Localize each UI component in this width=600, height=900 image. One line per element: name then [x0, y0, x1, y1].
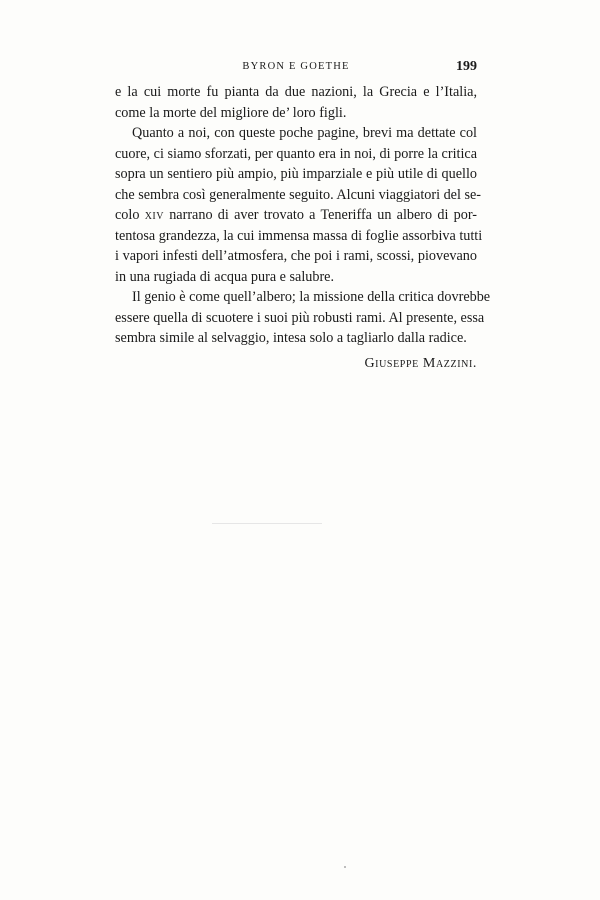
- century-numeral: xiv: [144, 207, 164, 223]
- text-fragment: narrano di aver trovato a Teneriffa un albero di por-: [163, 207, 477, 223]
- page-number: 199: [456, 59, 477, 74]
- running-title: BYRON E GOETHE: [242, 61, 350, 72]
- body-text: [115, 82, 491, 375]
- text-fragment: colo: [115, 207, 145, 223]
- text-line: in una rugiada di acqua pura e salubre.: [115, 268, 335, 285]
- text-line: e la cui morte fu pianta da due nazioni, la Grecia e l’Italia,: [115, 84, 477, 100]
- text-line: [115, 205, 477, 226]
- text-line: che sembra così generalmente seguito. Alcuni viaggiatori del se-: [115, 186, 481, 203]
- text-line: come la morte del migliore de’ loro figli.: [115, 104, 347, 121]
- text-line: Quanto a noi, con queste poche pagine, brevi ma dettate col: [132, 125, 477, 141]
- text-line: essere quella di scuotere i suoi più robusti rami. Al presente, essa: [115, 309, 485, 326]
- text-line: i vapori infesti dell’atmosfera, che poi i rami, scossi, piovevano: [115, 248, 477, 264]
- scan-speck: [344, 866, 346, 868]
- text-line: Il genio è come quell’albero; la missione della critica dovrebbe: [132, 289, 491, 305]
- author-signature: Giuseppe Mazzini.: [364, 355, 477, 371]
- text-line: cuore, ci siamo sforzati, per quanto era in noi, di porre la critica: [115, 145, 477, 162]
- text-line: sopra un sentiero più ampio, più imparziale e più utile di quello: [115, 166, 477, 182]
- text-line: sembra simile al selvaggio, intesa solo a tagliarlo dalla radice.: [115, 330, 467, 346]
- text-line: tentosa grandezza, la cui immensa massa di foglie assorbiva tutti: [115, 227, 483, 244]
- scan-speck: [212, 523, 322, 524]
- page-header: [115, 58, 477, 76]
